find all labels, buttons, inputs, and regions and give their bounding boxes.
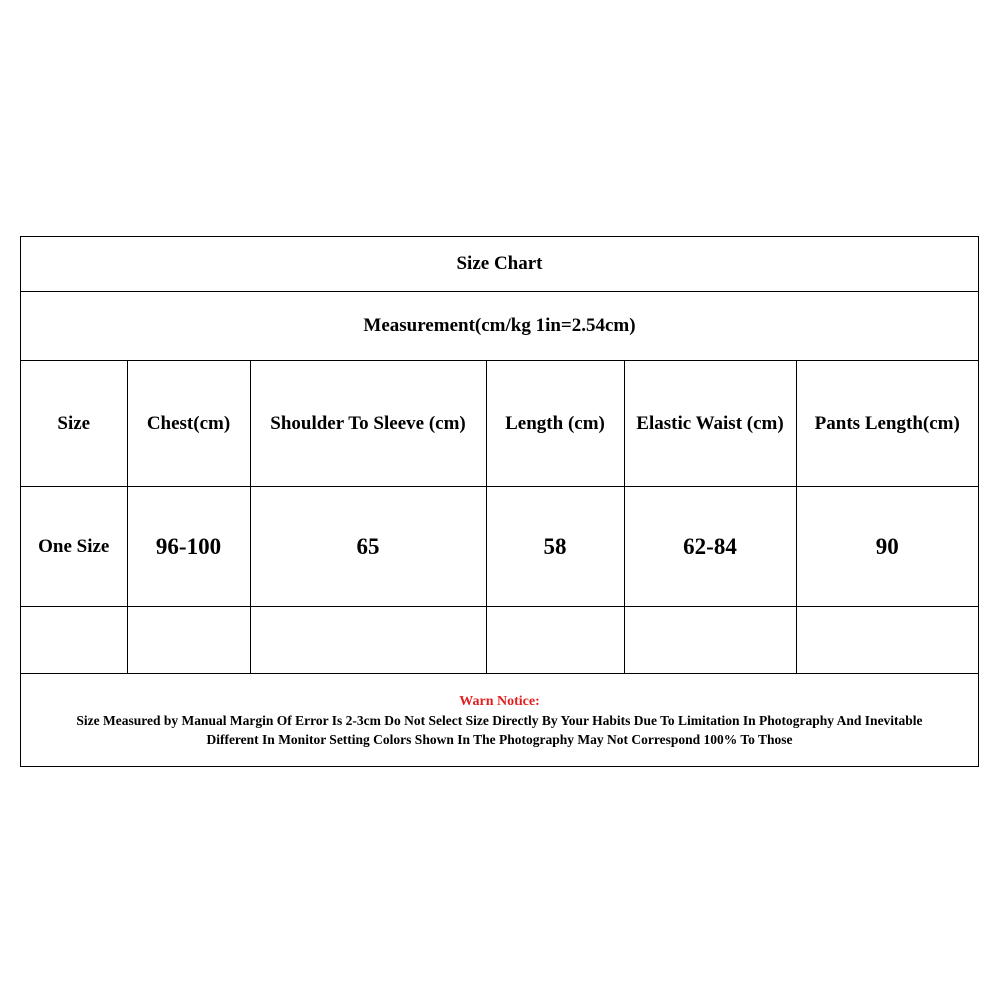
warn-notice (21, 674, 978, 766)
chart-title: Size Chart (21, 237, 978, 292)
empty-cell (127, 607, 250, 674)
empty-cell (796, 607, 978, 674)
size-chart (20, 236, 979, 767)
empty-row (21, 607, 978, 674)
header-row (21, 361, 978, 487)
header-size: Size (21, 361, 127, 487)
empty-cell (486, 607, 624, 674)
empty-cell (21, 607, 127, 674)
header-pants-length: Pants Length(cm) (796, 361, 978, 487)
empty-cell (250, 607, 486, 674)
header-chest: Chest(cm) (127, 361, 250, 487)
cell-shoulder-to-sleeve: 65 (250, 487, 486, 607)
header-shoulder-to-sleeve: Shoulder To Sleeve (cm) (250, 361, 486, 487)
measurement-note: Measurement(cm/kg 1in=2.54cm) (21, 292, 978, 361)
warn-notice-text: Size Measured by Manual Margin Of Error Is 2-3cm Do Not Select Size Directly By Your Habits Due To Limitation In Photography And Inevitable Different In Monitor Setting Colors Shown In The Photography May Not Correspond 100% To Those (76, 712, 923, 747)
table-row (21, 487, 978, 607)
cell-size: One Size (21, 487, 127, 607)
cell-pants-length: 90 (796, 487, 978, 607)
empty-cell (624, 607, 796, 674)
header-elastic-waist: Elastic Waist (cm) (624, 361, 796, 487)
cell-length: 58 (486, 487, 624, 607)
size-table (21, 361, 978, 674)
cell-elastic-waist: 62-84 (624, 487, 796, 607)
warn-notice-heading: Warn Notice: (459, 693, 540, 709)
header-length: Length (cm) (486, 361, 624, 487)
cell-chest: 96-100 (127, 487, 250, 607)
